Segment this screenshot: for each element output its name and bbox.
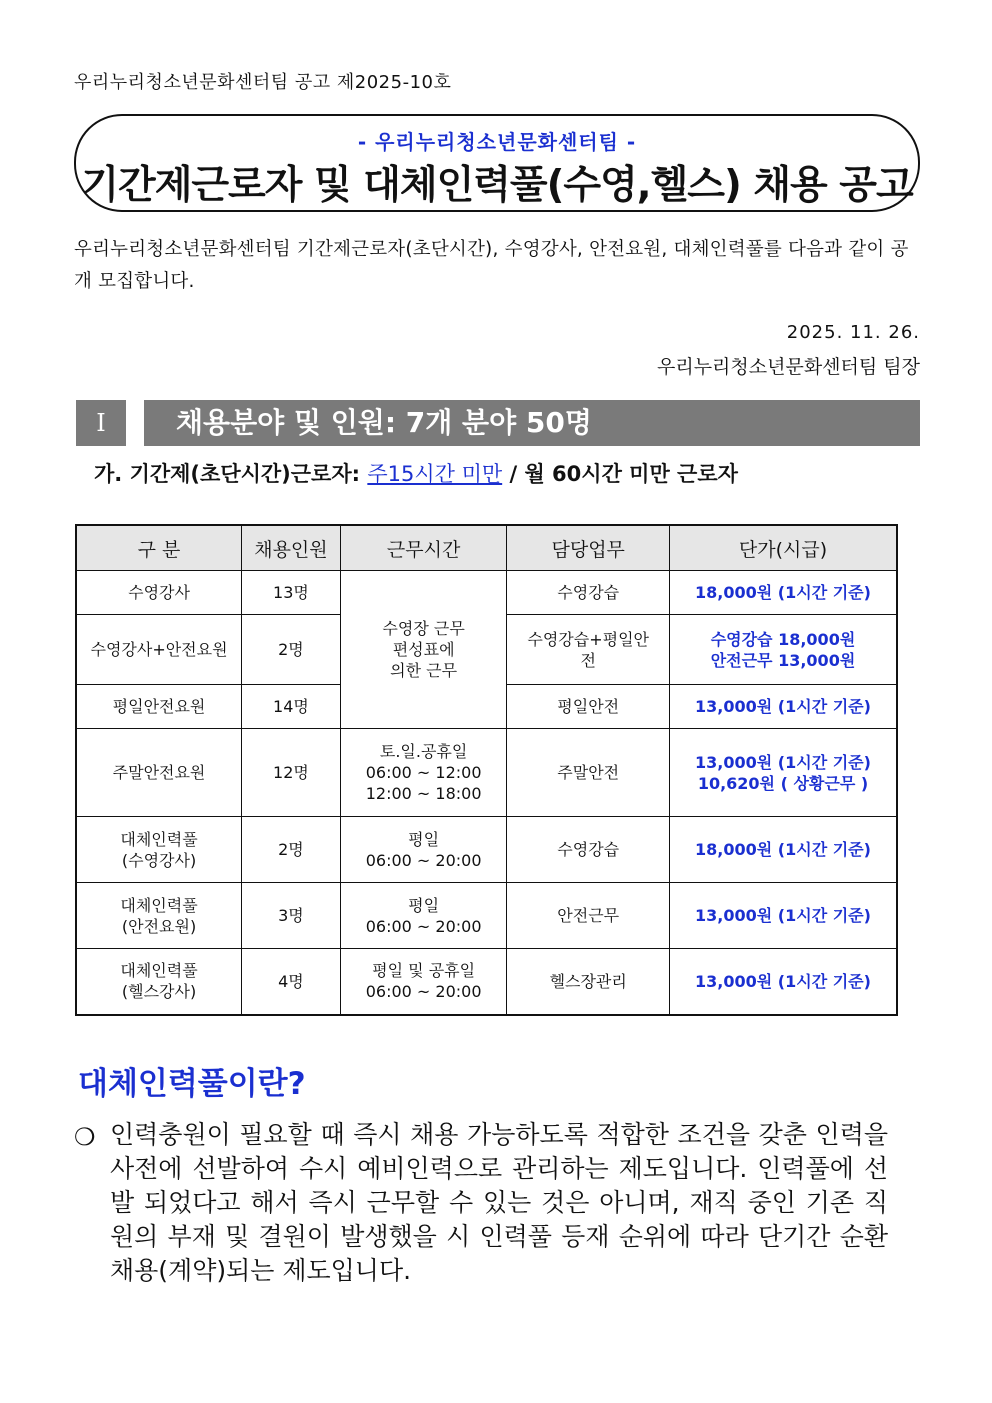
table-row (76, 571, 897, 615)
table-cell-count (242, 685, 341, 729)
table-cell-hours (340, 883, 507, 949)
table-cell-count (242, 817, 341, 883)
section-title: 채용분야 및 인원: 7개 분야 50명 (144, 400, 920, 446)
cell-line: 06:00 ~ 20:00 (365, 850, 482, 870)
table-cell-count (242, 615, 341, 685)
table-cell-category (76, 615, 242, 685)
cell-line: 18,000원 (1시간 기준) (695, 840, 871, 859)
table-row (76, 949, 897, 1015)
cell-line: 수영강사+안전요원 (90, 640, 228, 659)
notice-number: 우리누리청소년문화센터팀 공고 제2025-10호 (74, 72, 452, 93)
table-cell-duty (507, 883, 670, 949)
cell-line: 3명 (278, 906, 304, 925)
header-cell: 근무시간 (340, 525, 507, 571)
subheading-suffix: / 월 60시간 미만 근로자 (502, 462, 738, 486)
cell-line: 06:00 ~ 12:00 (365, 763, 482, 782)
table-cell-pay (669, 615, 897, 685)
cell-line: 2명 (278, 840, 304, 859)
table-cell-category (76, 571, 242, 615)
cell-line: 수영강습+평일안 (527, 629, 649, 649)
table-cell-category (76, 817, 242, 883)
intro-text: 우리누리청소년문화센터팀 기간제근로자(초단시간), 수영강사, 안전요원, 대체인력풀를 다음과 같이 공개 모집합니다. (74, 239, 909, 292)
cell-line: 수영강습 (557, 840, 620, 859)
cell-line: 편성표에 (392, 640, 455, 659)
cell-line: 주말안전 (557, 763, 620, 782)
cell-line: 평일 및 공휴일 (372, 961, 476, 981)
pool-description: 인력충원이 필요할 때 즉시 채용 가능하도록 적합한 조건을 갖춘 인력을 사전에 선발하여 수시 예비인력으로 관리하는 제도입니다. 인력풀에 선발 되었다고 해서 즉시 근무할 수 있는 것은 아니며, 재직 중인 기존 직원의 부재 및 결원이 발생했을 시 인력풀 등재 순위에 따라 단기간 순환 채용(계약)되는 제도입니다. (110, 1120, 888, 1285)
recruitment-table (75, 524, 898, 1016)
table-cell-count (242, 883, 341, 949)
cell-line: 평일안전요원 (112, 697, 206, 716)
table-cell-duty (507, 949, 670, 1015)
cell-line: 안전근무 (557, 906, 620, 925)
table-cell-count (242, 729, 341, 817)
table-cell-pay (669, 883, 897, 949)
cell-line: 4명 (278, 971, 304, 991)
cell-line: (수영강사) (121, 850, 197, 870)
section-number: Ⅰ (76, 400, 126, 446)
cell-line: 수영강습 (557, 583, 620, 602)
cell-line: 대체인력풀 (120, 895, 198, 915)
cell-line: 수영강습 18,000원 (710, 629, 856, 649)
table-cell-hours (340, 729, 507, 817)
cell-line: 토.일.공휴일 (379, 742, 468, 761)
table-cell-pay (669, 949, 897, 1015)
cell-line: 2명 (278, 640, 304, 659)
cell-line: 18,000원 (1시간 기준) (695, 583, 871, 602)
table-cell-category (76, 685, 242, 729)
table-cell-duty (507, 729, 670, 817)
table-cell-pay (669, 729, 897, 817)
table-cell-count (242, 949, 341, 1015)
bullet-icon: ❍ (74, 1123, 96, 1151)
table-cell-pay (669, 571, 897, 615)
cell-line: 13,000원 (1시간 기준) (695, 906, 871, 925)
table-header-row (76, 525, 897, 571)
cell-line: (안전요원) (121, 916, 197, 936)
subheading (94, 458, 738, 488)
table-cell-duty (507, 685, 670, 729)
table-row (76, 817, 897, 883)
notice-date: 2025. 11. 26. (786, 322, 920, 343)
cell-line: 14명 (273, 697, 309, 716)
cell-line: 주말안전요원 (112, 763, 206, 782)
table-cell-hours (340, 949, 507, 1015)
cell-line: 대체인력풀 (120, 961, 198, 981)
cell-line: 13,000원 (1시간 기준) (695, 752, 871, 772)
table-cell-hours (340, 571, 507, 729)
cell-line: 평일 (408, 829, 440, 849)
cell-line: 13,000원 (1시간 기준) (695, 697, 871, 716)
table-cell-duty (507, 817, 670, 883)
table-cell-category (76, 949, 242, 1015)
header-cell: 구 분 (76, 525, 242, 571)
page-title: 기간제근로자 및 대체인력풀(수영,헬스) 채용 공고 (81, 163, 913, 208)
cell-line: 대체인력풀 (120, 829, 198, 849)
cell-line: (헬스강사) (121, 982, 197, 1002)
table-cell-count (242, 571, 341, 615)
subheading-prefix: 가. 기간제(초단시간)근로자: (94, 462, 368, 486)
table-row (76, 729, 897, 817)
table-cell-hours (340, 817, 507, 883)
header-cell: 단가(시급) (669, 525, 897, 571)
table-cell-category (76, 883, 242, 949)
cell-line: 13,000원 (1시간 기준) (695, 971, 871, 991)
table-cell-pay (669, 817, 897, 883)
cell-line: 10,620원 ( 상황근무 ) (697, 773, 869, 793)
subheading-underlined: 주15시간 미만 (367, 462, 503, 486)
cell-line: 수영강사 (128, 583, 190, 602)
table-cell-duty (507, 615, 670, 685)
signer: 우리누리청소년문화센터팀 팀장 (657, 356, 920, 378)
cell-line: 수영장 근무 (382, 619, 465, 638)
table-cell-category (76, 729, 242, 817)
table-cell-duty (507, 571, 670, 615)
cell-line: 평일안전 (557, 697, 620, 716)
cell-line: 전 (580, 650, 596, 670)
cell-line: 06:00 ~ 20:00 (365, 916, 482, 936)
table-cell-pay (669, 685, 897, 729)
header-cell: 채용인원 (242, 525, 341, 571)
title-box (74, 114, 920, 212)
cell-line: 평일 (408, 895, 440, 915)
cell-line: 안전근무 13,000원 (710, 650, 856, 670)
cell-line: 의한 근무 (390, 661, 458, 680)
table-row (76, 883, 897, 949)
cell-line: 06:00 ~ 20:00 (365, 982, 482, 1002)
cell-line: 13명 (273, 583, 309, 602)
pool-heading: 대체인력풀이란? (78, 1066, 306, 1102)
cell-line: 12명 (273, 763, 309, 782)
cell-line: 헬스장관리 (549, 971, 627, 991)
subtitle: - 우리누리청소년문화센터팀 - (357, 130, 637, 154)
cell-line: 12:00 ~ 18:00 (365, 784, 482, 803)
header-cell: 담당업무 (507, 525, 670, 571)
